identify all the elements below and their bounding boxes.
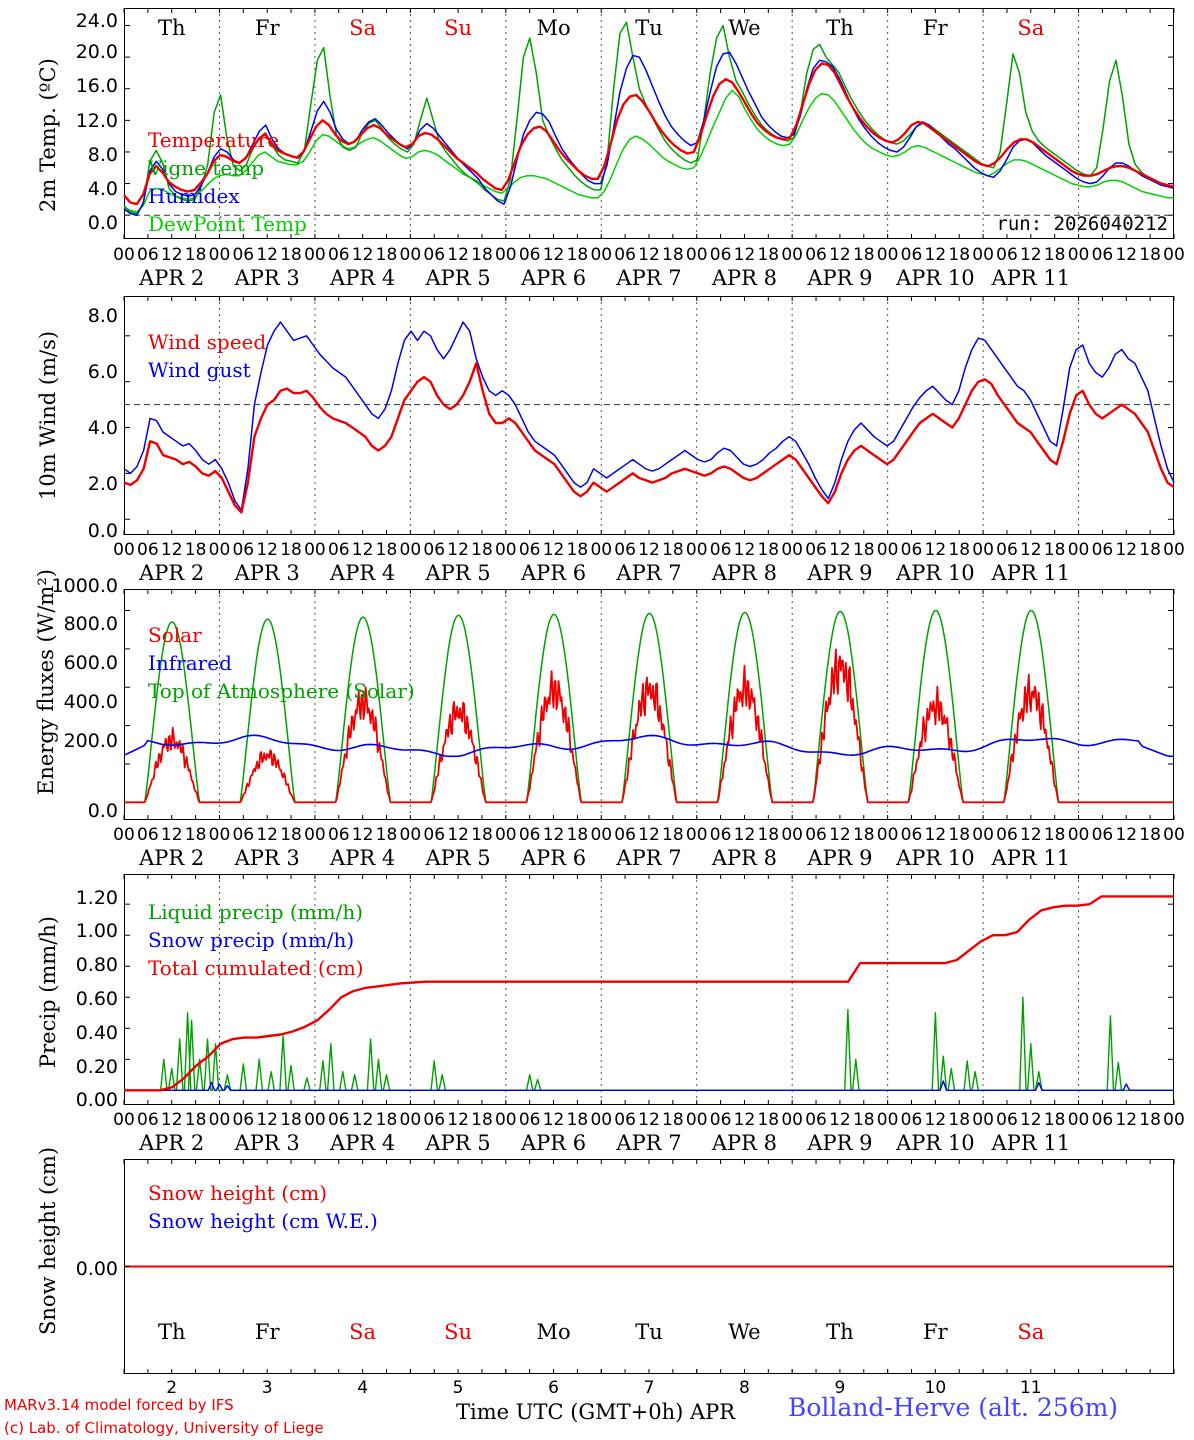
day-name-label: Fr bbox=[923, 16, 948, 40]
hour-tick-label: 12 bbox=[160, 825, 183, 845]
hour-tick-label: 00 bbox=[304, 540, 326, 560]
hour-tick-label: 06 bbox=[996, 1110, 1018, 1130]
legend-infrared: Infrared bbox=[148, 651, 232, 675]
day-label: APR 6 bbox=[520, 1131, 587, 1155]
hour-tick-label: 12 bbox=[542, 540, 565, 560]
hour-tick-label: 00 bbox=[972, 1110, 994, 1130]
hour-tick-label: 18 bbox=[757, 245, 780, 265]
hour-tick-label: 00 bbox=[304, 245, 326, 265]
legend-wind-gust: Wind gust bbox=[148, 358, 251, 382]
hour-tick-label: 06 bbox=[1091, 825, 1114, 845]
hour-tick-label: 00 bbox=[1067, 540, 1090, 560]
hour-tick-label: 06 bbox=[996, 825, 1018, 845]
day-name-label: Su bbox=[444, 16, 473, 40]
hour-tick-label: 06 bbox=[1091, 540, 1114, 560]
hour-tick-label: 18 bbox=[852, 245, 875, 265]
hour-tick-label: 00 bbox=[208, 1110, 231, 1130]
legend-temperature: Temperature bbox=[148, 128, 280, 152]
temperature-panel bbox=[124, 8, 1174, 239]
hour-tick-label: 00 bbox=[972, 825, 994, 845]
day-label: APR 10 bbox=[896, 266, 975, 290]
hour-tick-label: 18 bbox=[471, 540, 493, 560]
hour-tick-label: 00 bbox=[208, 245, 231, 265]
hour-tick-label: 12 bbox=[447, 825, 469, 845]
hour-tick-label: 06 bbox=[137, 245, 159, 265]
hour-tick-label: 06 bbox=[614, 1110, 636, 1130]
hour-tick-label: 12 bbox=[733, 245, 756, 265]
day-number-label: 11 bbox=[1019, 1378, 1042, 1398]
hour-tick-label: 12 bbox=[542, 1110, 565, 1130]
day-name-label: Sa bbox=[349, 1320, 377, 1344]
day-labels-panel3 bbox=[124, 846, 1174, 872]
day-label: APR 8 bbox=[711, 1131, 778, 1155]
hour-tick-label: 12 bbox=[1115, 825, 1138, 845]
hour-tick-label: 12 bbox=[256, 245, 278, 265]
hour-tick-label: 18 bbox=[375, 540, 398, 560]
hour-tick-label: 06 bbox=[900, 1110, 923, 1130]
hour-tick-label: 18 bbox=[852, 1110, 875, 1130]
hour-tick-label: 06 bbox=[137, 1110, 159, 1130]
hour-tick-label: 00 bbox=[876, 1110, 899, 1130]
day-label: APR 8 bbox=[711, 561, 778, 585]
day-label: APR 8 bbox=[711, 266, 778, 290]
hour-tick-label: 12 bbox=[1115, 1110, 1138, 1130]
hour-tick-label: 00 bbox=[113, 825, 135, 845]
hour-tick-label: 18 bbox=[852, 540, 875, 560]
hour-tick-label: 12 bbox=[829, 1110, 851, 1130]
hour-tick-label: 06 bbox=[423, 825, 446, 845]
hour-tick-label: 06 bbox=[327, 825, 350, 845]
day-label: APR 10 bbox=[896, 561, 975, 585]
hour-tick-label: 00 bbox=[876, 825, 899, 845]
day-label: APR 11 bbox=[991, 561, 1071, 585]
hour-tick-label: 00 bbox=[399, 245, 422, 265]
hour-tick-label: 18 bbox=[1043, 1110, 1066, 1130]
hour-tick-label: 18 bbox=[375, 825, 398, 845]
hour-tick-label: 00 bbox=[685, 540, 708, 560]
hour-tick-label: 06 bbox=[900, 540, 923, 560]
hour-tick-label: 18 bbox=[471, 245, 493, 265]
hour-tick-label: 18 bbox=[280, 1110, 302, 1130]
day-names-bottom bbox=[124, 1320, 1174, 1346]
wind-panel bbox=[124, 296, 1174, 535]
x-axis-title: Time UTC (GMT+0h) APR bbox=[456, 1400, 736, 1424]
hour-tick-label: 12 bbox=[447, 1110, 469, 1130]
day-name-label: We bbox=[728, 16, 761, 40]
day-label: APR 9 bbox=[807, 266, 873, 290]
hour-tick-label: 06 bbox=[327, 245, 350, 265]
hour-tick-label: 06 bbox=[614, 825, 636, 845]
hour-tick-label: 00 bbox=[399, 540, 422, 560]
hour-tick-label: 18 bbox=[948, 825, 971, 845]
hour-tick-label: 12 bbox=[924, 540, 947, 560]
hour-tick-label: 06 bbox=[996, 540, 1018, 560]
snow-y-axis-label: Snow height (cm) bbox=[36, 1146, 60, 1335]
energy-plot bbox=[124, 589, 1174, 820]
day-number-label: 8 bbox=[739, 1378, 750, 1398]
hour-tick-label: 18 bbox=[1139, 245, 1161, 265]
day-name-label: Tu bbox=[635, 1320, 663, 1344]
day-label: APR 4 bbox=[330, 561, 396, 585]
day-label: APR 9 bbox=[807, 1131, 873, 1155]
run-label: run: 2026040212 bbox=[996, 213, 1168, 235]
hour-tick-label: 06 bbox=[709, 245, 732, 265]
hour-tick-label: 12 bbox=[447, 540, 469, 560]
hour-tick-label: 12 bbox=[1019, 245, 1042, 265]
hour-tick-label: 00 bbox=[781, 245, 803, 265]
hour-tick-label: 06 bbox=[232, 540, 255, 560]
hour-tick-label: 00 bbox=[1067, 1110, 1090, 1130]
hour-tick-label: 00 bbox=[781, 540, 803, 560]
hour-tick-label: 06 bbox=[805, 1110, 827, 1130]
hour-tick-label: 00 bbox=[685, 245, 708, 265]
hour-tick-label: 12 bbox=[638, 245, 660, 265]
hour-tick-label: 18 bbox=[566, 245, 589, 265]
temperature-plot bbox=[124, 8, 1174, 239]
hour-tick-label: 18 bbox=[184, 540, 207, 560]
footer-copyright: (c) Lab. of Climatology, University of Liege bbox=[4, 1419, 324, 1437]
day-name-label: Fr bbox=[923, 1320, 948, 1344]
day-name-label: Th bbox=[157, 16, 186, 40]
hour-tick-label: 18 bbox=[1043, 540, 1066, 560]
hour-tick-label: 00 bbox=[494, 825, 517, 845]
precip-y-axis-label: Precip (mm/h) bbox=[36, 915, 60, 1068]
day-label: APR 2 bbox=[139, 266, 205, 290]
hour-tick-label: 12 bbox=[542, 825, 565, 845]
hour-tick-label: 18 bbox=[1043, 825, 1066, 845]
hour-tick-label: 12 bbox=[160, 245, 183, 265]
hour-tick-label: 12 bbox=[256, 825, 278, 845]
hour-tick-label: 18 bbox=[184, 825, 207, 845]
day-label: APR 2 bbox=[139, 846, 205, 870]
day-number-label: 6 bbox=[548, 1378, 559, 1398]
day-name-label: Mo bbox=[536, 1320, 571, 1344]
precip-panel bbox=[124, 874, 1174, 1105]
day-label: APR 7 bbox=[616, 266, 682, 290]
hour-tick-label: 00 bbox=[876, 245, 899, 265]
hour-tick-label: 06 bbox=[805, 825, 827, 845]
day-label: APR 6 bbox=[520, 266, 587, 290]
hour-tick-label: 12 bbox=[160, 540, 183, 560]
day-label: APR 10 bbox=[896, 1131, 975, 1155]
hour-tick-label: 06 bbox=[137, 540, 159, 560]
hour-tick-label: 00 bbox=[590, 540, 613, 560]
hour-tick-label: 12 bbox=[733, 540, 756, 560]
hour-tick-label: 18 bbox=[280, 825, 302, 845]
day-number-label: 10 bbox=[924, 1378, 947, 1398]
energy-y-axis-label: Energy fluxes (W/m²) bbox=[34, 569, 58, 795]
legend-snow-precip: Snow precip (mm/h) bbox=[148, 928, 355, 952]
hour-tick-label: 12 bbox=[351, 1110, 374, 1130]
hour-ticks-panel1 bbox=[113, 245, 1185, 267]
hour-tick-label: 12 bbox=[733, 1110, 756, 1130]
day-name-label: Sa bbox=[1017, 16, 1045, 40]
hour-tick-label: 12 bbox=[1115, 540, 1138, 560]
hour-tick-label: 18 bbox=[184, 245, 207, 265]
hour-tick-label: 00 bbox=[494, 540, 517, 560]
day-label: APR 5 bbox=[425, 1131, 491, 1155]
hour-tick-label: 06 bbox=[805, 540, 827, 560]
hour-tick-label: 18 bbox=[757, 540, 780, 560]
hour-tick-label: 06 bbox=[614, 540, 636, 560]
hour-tick-label: 12 bbox=[1019, 825, 1042, 845]
hour-tick-label: 00 bbox=[1163, 825, 1185, 845]
day-name-label: We bbox=[728, 1320, 761, 1344]
hour-tick-label: 06 bbox=[518, 245, 541, 265]
hour-tick-label: 00 bbox=[781, 825, 803, 845]
day-label: APR 9 bbox=[807, 561, 873, 585]
legend-wind-speed: Wind speed bbox=[148, 330, 267, 354]
hour-tick-label: 18 bbox=[662, 825, 684, 845]
hour-tick-label: 00 bbox=[399, 825, 422, 845]
day-name-label: Th bbox=[826, 1320, 854, 1344]
legend-liquid-precip: Liquid precip (mm/h) bbox=[148, 900, 364, 924]
hour-tick-label: 06 bbox=[709, 1110, 732, 1130]
hour-tick-label: 00 bbox=[1067, 825, 1090, 845]
day-labels-panel4 bbox=[124, 1131, 1174, 1157]
legend-snow-height-we: Snow height (cm W.E.) bbox=[148, 1209, 378, 1233]
hour-tick-label: 06 bbox=[518, 540, 541, 560]
hour-tick-label: 12 bbox=[924, 825, 947, 845]
hour-tick-label: 00 bbox=[972, 245, 994, 265]
day-labels-panel2 bbox=[124, 561, 1174, 587]
day-labels-panel1 bbox=[124, 266, 1174, 292]
hour-tick-label: 06 bbox=[327, 540, 350, 560]
hour-tick-label: 06 bbox=[232, 1110, 255, 1130]
day-label: APR 9 bbox=[807, 846, 873, 870]
hour-tick-label: 12 bbox=[1115, 245, 1138, 265]
hour-tick-label: 00 bbox=[1067, 245, 1090, 265]
hour-tick-label: 00 bbox=[208, 825, 231, 845]
hour-tick-label: 18 bbox=[1139, 1110, 1161, 1130]
hour-tick-label: 00 bbox=[685, 825, 708, 845]
hour-tick-label: 00 bbox=[781, 1110, 803, 1130]
hour-tick-label: 00 bbox=[972, 540, 994, 560]
hour-tick-label: 00 bbox=[113, 540, 135, 560]
hour-tick-label: 00 bbox=[1163, 245, 1185, 265]
hour-tick-label: 12 bbox=[829, 245, 851, 265]
hour-tick-label: 18 bbox=[184, 1110, 207, 1130]
hour-tick-label: 18 bbox=[280, 245, 302, 265]
hour-tick-label: 00 bbox=[590, 825, 613, 845]
hour-tick-label: 18 bbox=[1139, 540, 1161, 560]
day-label: APR 10 bbox=[896, 846, 975, 870]
hour-tick-label: 12 bbox=[256, 1110, 278, 1130]
hour-tick-label: 18 bbox=[471, 1110, 493, 1130]
hour-tick-label: 12 bbox=[924, 245, 947, 265]
hour-tick-label: 12 bbox=[638, 1110, 660, 1130]
hour-tick-label: 18 bbox=[757, 825, 780, 845]
hour-ticks-panel2 bbox=[113, 540, 1185, 562]
hour-tick-label: 06 bbox=[614, 245, 636, 265]
hour-tick-label: 06 bbox=[327, 1110, 350, 1130]
day-label: APR 7 bbox=[616, 846, 682, 870]
day-label: APR 5 bbox=[425, 561, 491, 585]
day-label: APR 4 bbox=[330, 1131, 396, 1155]
day-name-label: Fr bbox=[254, 16, 280, 40]
hour-tick-label: 06 bbox=[232, 825, 255, 845]
hour-tick-label: 00 bbox=[1163, 1110, 1185, 1130]
day-label: APR 11 bbox=[991, 266, 1071, 290]
day-label: APR 5 bbox=[425, 266, 491, 290]
day-name-label: Th bbox=[157, 1320, 186, 1344]
hour-tick-label: 06 bbox=[423, 1110, 446, 1130]
hour-tick-label: 18 bbox=[280, 540, 302, 560]
hour-tick-label: 00 bbox=[590, 1110, 613, 1130]
day-label: APR 5 bbox=[425, 846, 491, 870]
legend-solar: Solar bbox=[148, 623, 202, 647]
hour-tick-label: 00 bbox=[208, 540, 231, 560]
day-label: APR 11 bbox=[991, 846, 1071, 870]
hour-tick-label: 18 bbox=[852, 825, 875, 845]
hour-tick-label: 12 bbox=[1019, 1110, 1042, 1130]
hour-tick-label: 06 bbox=[423, 540, 446, 560]
day-label: APR 6 bbox=[520, 846, 587, 870]
hour-tick-label: 00 bbox=[113, 245, 135, 265]
hour-tick-label: 06 bbox=[232, 245, 255, 265]
day-label: APR 2 bbox=[139, 1131, 205, 1155]
hour-tick-label: 00 bbox=[590, 245, 613, 265]
hour-tick-label: 18 bbox=[948, 1110, 971, 1130]
hour-tick-label: 06 bbox=[900, 245, 923, 265]
hour-tick-label: 12 bbox=[351, 825, 374, 845]
hour-tick-label: 18 bbox=[566, 825, 589, 845]
day-label: APR 4 bbox=[330, 266, 396, 290]
day-name-label: Tu bbox=[635, 16, 663, 40]
hour-tick-label: 12 bbox=[351, 540, 374, 560]
day-label: APR 11 bbox=[991, 1131, 1071, 1155]
hour-tick-label: 06 bbox=[900, 825, 923, 845]
hour-tick-label: 12 bbox=[1019, 540, 1042, 560]
hour-tick-label: 06 bbox=[137, 825, 159, 845]
legend-total-cumulated: Total cumulated (cm) bbox=[148, 956, 364, 980]
hour-tick-label: 00 bbox=[113, 1110, 135, 1130]
legend-humidex: Humidex bbox=[148, 184, 240, 208]
hour-tick-label: 00 bbox=[1163, 540, 1185, 560]
footer-model: MARv3.14 model forced by IFS bbox=[4, 1396, 234, 1414]
day-label: APR 8 bbox=[711, 846, 778, 870]
site-label: Bolland-Herve (alt. 256m) bbox=[788, 1393, 1119, 1422]
day-name-label: Sa bbox=[1017, 1320, 1045, 1344]
hour-tick-label: 00 bbox=[399, 1110, 422, 1130]
legend-dewpoint-temp: DewPoint Temp bbox=[148, 212, 307, 236]
hour-ticks-panel4 bbox=[113, 1110, 1185, 1132]
hour-tick-label: 00 bbox=[304, 825, 326, 845]
energy-panel bbox=[124, 589, 1174, 820]
hour-tick-label: 06 bbox=[518, 825, 541, 845]
hour-tick-label: 06 bbox=[1091, 245, 1114, 265]
hour-tick-label: 06 bbox=[709, 540, 732, 560]
hour-tick-label: 00 bbox=[494, 245, 517, 265]
hour-tick-label: 18 bbox=[662, 245, 684, 265]
day-label: APR 3 bbox=[234, 561, 300, 585]
hour-tick-label: 12 bbox=[351, 245, 374, 265]
hour-tick-label: 18 bbox=[471, 825, 493, 845]
wind-plot bbox=[124, 296, 1174, 535]
hour-tick-label: 12 bbox=[733, 825, 756, 845]
hour-ticks-panel3 bbox=[113, 825, 1185, 847]
day-label: APR 7 bbox=[616, 1131, 682, 1155]
day-label: APR 4 bbox=[330, 846, 396, 870]
day-number-label: 7 bbox=[643, 1378, 655, 1398]
hour-tick-label: 18 bbox=[662, 540, 684, 560]
hour-tick-label: 06 bbox=[518, 1110, 541, 1130]
hour-tick-label: 12 bbox=[638, 825, 660, 845]
hour-tick-label: 06 bbox=[996, 245, 1018, 265]
day-label: APR 3 bbox=[234, 846, 300, 870]
day-label: APR 3 bbox=[234, 266, 300, 290]
legend-vigne-temp: Vigne temp bbox=[148, 156, 265, 180]
hour-tick-label: 06 bbox=[423, 245, 446, 265]
day-name-label: Th bbox=[826, 16, 854, 40]
hour-tick-label: 18 bbox=[757, 1110, 780, 1130]
hour-tick-label: 06 bbox=[805, 245, 827, 265]
hour-tick-label: 12 bbox=[160, 1110, 183, 1130]
hour-tick-label: 12 bbox=[638, 540, 660, 560]
day-number-label: 3 bbox=[261, 1378, 273, 1398]
hour-tick-label: 12 bbox=[829, 825, 851, 845]
day-number-label: 2 bbox=[166, 1378, 178, 1398]
day-label: APR 7 bbox=[616, 561, 682, 585]
hour-tick-label: 18 bbox=[566, 1110, 589, 1130]
day-number-label: 9 bbox=[834, 1378, 846, 1398]
day-label: APR 6 bbox=[520, 561, 587, 585]
hour-tick-label: 00 bbox=[685, 1110, 708, 1130]
hour-tick-label: 18 bbox=[1139, 825, 1161, 845]
hour-tick-label: 18 bbox=[1043, 245, 1066, 265]
day-name-label: Fr bbox=[254, 1320, 280, 1344]
day-name-label: Su bbox=[444, 1320, 473, 1344]
hour-tick-label: 12 bbox=[447, 245, 469, 265]
hour-tick-label: 12 bbox=[542, 245, 565, 265]
hour-tick-label: 00 bbox=[304, 1110, 326, 1130]
day-name-label: Sa bbox=[349, 16, 377, 40]
day-name-label: Mo bbox=[536, 16, 571, 40]
wind-y-axis-label: 10m Wind (m/s) bbox=[36, 330, 60, 500]
day-label: APR 2 bbox=[139, 561, 205, 585]
day-number-label: 4 bbox=[357, 1378, 369, 1398]
temperature-y-axis-label: 2m Temp. (ºC) bbox=[36, 58, 60, 212]
hour-tick-label: 12 bbox=[924, 1110, 947, 1130]
legend-top-of-atmosphere: Top of Atmosphere (Solar) bbox=[148, 679, 415, 703]
day-label: APR 3 bbox=[234, 1131, 300, 1155]
hour-tick-label: 00 bbox=[876, 540, 899, 560]
day-number-label: 5 bbox=[452, 1378, 464, 1398]
hour-tick-label: 18 bbox=[662, 1110, 684, 1130]
hour-tick-label: 18 bbox=[375, 245, 398, 265]
hour-tick-label: 18 bbox=[948, 540, 971, 560]
day-names-top bbox=[124, 16, 1174, 42]
hour-tick-label: 06 bbox=[709, 825, 732, 845]
hour-tick-label: 18 bbox=[948, 245, 971, 265]
hour-tick-label: 06 bbox=[1091, 1110, 1114, 1130]
hour-tick-label: 12 bbox=[829, 540, 851, 560]
hour-tick-label: 12 bbox=[256, 540, 278, 560]
hour-tick-label: 18 bbox=[375, 1110, 398, 1130]
hour-tick-label: 00 bbox=[494, 1110, 517, 1130]
legend-snow-height: Snow height (cm) bbox=[148, 1181, 328, 1205]
hour-tick-label: 18 bbox=[566, 540, 589, 560]
